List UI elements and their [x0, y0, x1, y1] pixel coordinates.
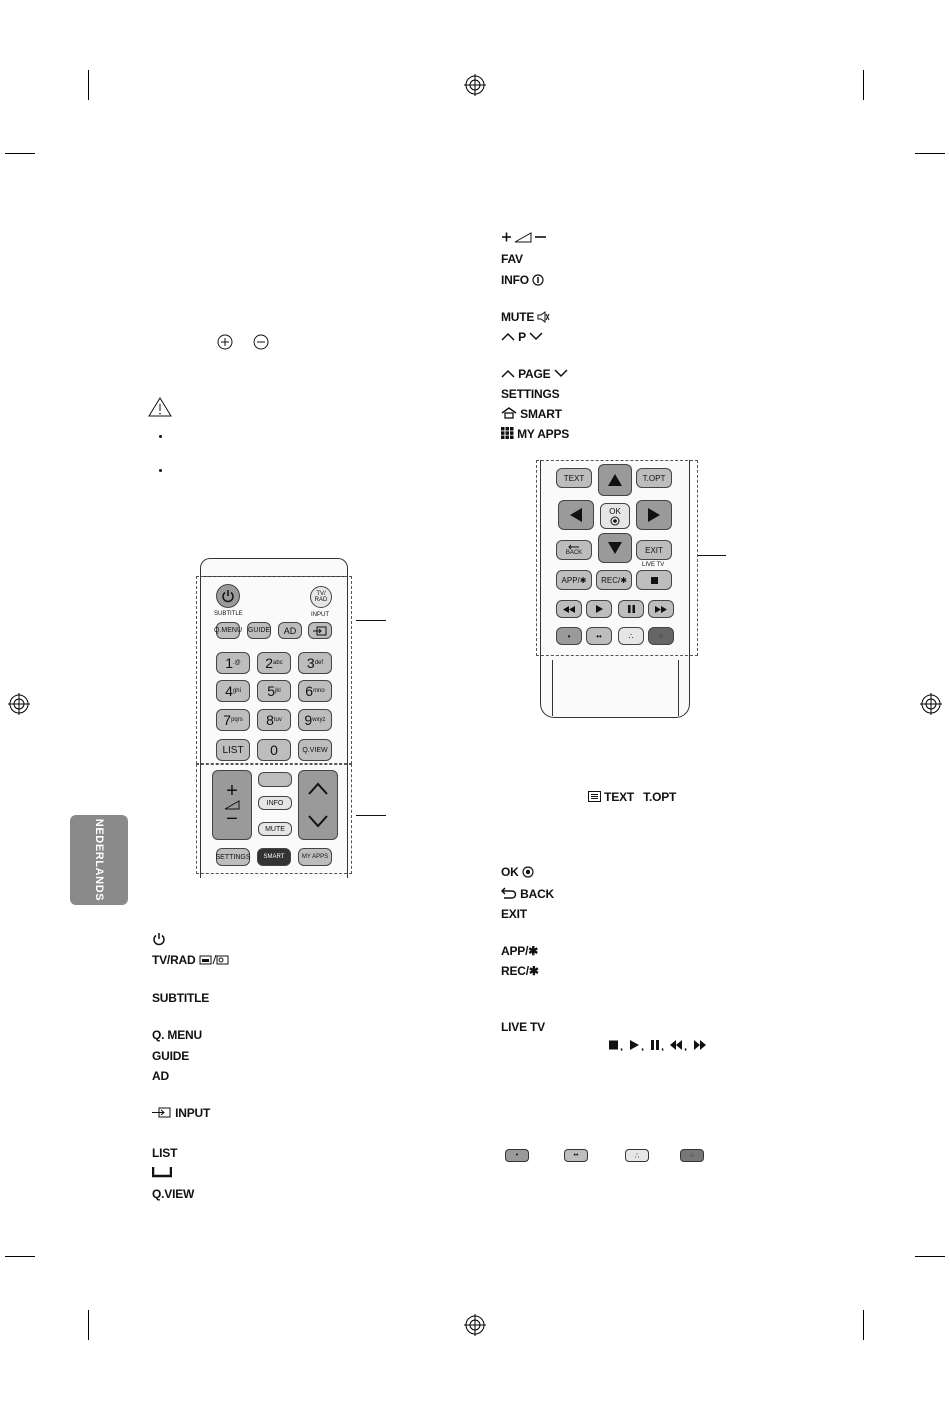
power-icon [221, 589, 235, 603]
crop-mark [88, 1310, 89, 1340]
crop-mark [88, 70, 89, 100]
my-apps-label: MY APPS [501, 427, 569, 441]
input-button[interactable] [308, 622, 332, 639]
guide-label: GUIDE [152, 1049, 190, 1063]
rewind-button[interactable] [556, 600, 582, 618]
subtitle-label: SUBTITLE [152, 991, 210, 1005]
language-tab-label: NEDERLANDS [93, 818, 105, 902]
back-label: BACK [501, 887, 554, 901]
registration-mark-icon [8, 693, 30, 715]
power-icon [152, 932, 166, 946]
play-button[interactable] [586, 600, 612, 618]
language-tab [70, 815, 128, 905]
volume-label [501, 231, 547, 246]
playback-controls-icon [608, 1039, 708, 1051]
smart-button[interactable]: SMART [257, 848, 291, 866]
registration-mark-icon [464, 1314, 486, 1336]
live-tv-caption: LIVE TV [642, 562, 665, 568]
fav-button[interactable] [258, 772, 292, 787]
input-label: INPUT [152, 1106, 210, 1120]
bullet [159, 435, 162, 438]
minus-circle-icon [253, 334, 269, 350]
red-button[interactable]: • [556, 627, 582, 645]
tv-radio-icon [199, 954, 229, 965]
smart-label: SMART [501, 407, 562, 421]
program-rocker[interactable] [298, 770, 338, 840]
ok-dot-icon [610, 516, 620, 526]
list-button[interactable]: LIST [216, 739, 250, 761]
settings-button[interactable]: SETTINGS [216, 848, 250, 866]
page-label: PAGE [501, 367, 568, 381]
fast-forward-button[interactable] [648, 600, 674, 618]
number-key[interactable]: 6 mno [298, 680, 332, 702]
teletext-icon [588, 791, 601, 802]
number-key[interactable]: 3 def [298, 652, 332, 674]
left-button[interactable] [558, 500, 594, 530]
chevron-up-icon [501, 369, 515, 378]
red-button-icon: • [505, 1149, 529, 1162]
number-key-zero[interactable]: 0 [257, 739, 291, 761]
minus-icon: − [226, 808, 238, 830]
program-label: P [501, 330, 543, 344]
chevron-down-icon [554, 369, 568, 378]
volume-rocker[interactable] [212, 770, 252, 840]
right-button[interactable] [636, 500, 672, 530]
apps-grid-icon [501, 427, 514, 439]
ok-label: OK [501, 865, 534, 879]
stop-button[interactable] [636, 570, 672, 590]
arrow-up-icon [607, 473, 623, 487]
number-key[interactable]: 7 pqrs [216, 709, 250, 731]
back-arrow-icon [501, 887, 517, 899]
input-icon [313, 626, 327, 636]
down-button[interactable] [598, 533, 632, 563]
text-topt-label: TEXT T.OPT [588, 790, 676, 804]
arrow-left-icon [569, 507, 583, 523]
svg-text:,: , [684, 1041, 687, 1051]
mute-button[interactable]: MUTE [258, 822, 292, 836]
playback-icons [608, 1039, 708, 1054]
chevron-down-icon [529, 332, 543, 341]
input-caption: INPUT [311, 612, 329, 618]
callout-line [698, 555, 726, 556]
app-label: APP/✱ [501, 944, 539, 958]
blue-button[interactable]: ⁘ [648, 627, 674, 645]
play-icon [596, 605, 603, 613]
yellow-button[interactable]: ∴ [618, 627, 644, 645]
crop-mark [863, 1310, 864, 1340]
registration-mark-icon [464, 74, 486, 96]
number-key[interactable]: 9 wxyz [298, 709, 332, 731]
number-key[interactable]: 1 .@ [216, 652, 250, 674]
home-icon [501, 407, 517, 419]
chevron-down-icon [307, 814, 329, 828]
asterisk-icon: ✱ [528, 944, 539, 958]
q-menu-button[interactable]: Q.MENU [216, 622, 240, 639]
yellow-button-icon: ∴ [625, 1149, 649, 1162]
exit-button[interactable]: EXIT [636, 540, 672, 560]
q-view-label: Q.VIEW [152, 1187, 195, 1201]
list-label: LIST [152, 1146, 178, 1160]
svg-text:,: , [661, 1041, 664, 1051]
ad-label: AD [152, 1069, 169, 1083]
chevron-up-icon [501, 332, 515, 341]
ad-button[interactable]: AD [278, 622, 302, 639]
green-button-icon: •• [564, 1149, 588, 1162]
pause-button[interactable] [618, 600, 644, 618]
mute-label: MUTE [501, 310, 550, 324]
registration-mark-icon [920, 693, 942, 715]
callout-line [356, 620, 386, 621]
ok-button[interactable]: OK [600, 503, 630, 529]
number-key[interactable]: 2 abc [257, 652, 291, 674]
subtitle-caption: SUBTITLE [214, 611, 243, 617]
bullet [159, 469, 162, 472]
power-button[interactable] [216, 584, 240, 608]
q-menu-label: Q. MENU [152, 1028, 202, 1042]
info-button[interactable]: INFO [258, 796, 292, 810]
q-view-button[interactable]: Q.VIEW [298, 739, 332, 761]
t-opt-button[interactable]: T.OPT [636, 468, 672, 488]
back-button[interactable]: BACK [556, 540, 592, 560]
live-tv-label: LIVE TV [501, 1020, 545, 1034]
space-icon [152, 1166, 172, 1178]
app-button[interactable]: APP/✱ [556, 570, 592, 590]
svg-text:,: , [620, 1041, 623, 1051]
exit-label: EXIT [501, 907, 527, 921]
stop-icon [651, 577, 658, 584]
tv-rad-label: TV/RAD [152, 953, 229, 967]
rewind-icon [563, 606, 575, 613]
plus-icon: + [226, 780, 238, 802]
arrow-right-icon [647, 507, 661, 523]
plus-circle-icon [217, 334, 233, 350]
warning-icon [147, 396, 173, 418]
info-label: INFO [501, 273, 544, 287]
number-key[interactable]: 8 tuv [257, 709, 291, 731]
guide-button[interactable]: GUIDE [247, 622, 271, 639]
crop-mark [915, 1256, 945, 1257]
svg-text:,: , [641, 1041, 644, 1051]
volume-plus-minus-icon [501, 231, 547, 243]
input-icon [152, 1107, 172, 1118]
crop-mark [915, 153, 945, 154]
remote-illustration-top [196, 558, 352, 876]
fast-forward-icon [655, 606, 667, 613]
pause-icon [628, 605, 635, 613]
green-button[interactable]: •• [586, 627, 612, 645]
blue-button-icon: ⁘ [680, 1149, 704, 1162]
crop-mark [863, 70, 864, 100]
tv-rad-button[interactable]: TV/ RAD [310, 586, 332, 608]
asterisk-icon: ✱ [528, 964, 539, 978]
up-button[interactable] [598, 464, 632, 496]
mute-icon [537, 311, 550, 323]
crop-mark [5, 153, 35, 154]
rec-button[interactable]: REC/✱ [596, 570, 632, 590]
chevron-up-icon [307, 782, 329, 796]
callout-line [356, 815, 386, 816]
crop-mark [5, 1256, 35, 1257]
fav-label: FAV [501, 252, 523, 266]
number-key[interactable]: 4 ghi [216, 680, 250, 702]
my-apps-button[interactable]: MY APPS [298, 848, 332, 866]
settings-label: SETTINGS [501, 387, 560, 401]
info-icon [532, 274, 544, 286]
rec-label: REC/✱ [501, 964, 539, 978]
text-button[interactable]: TEXT [556, 468, 592, 488]
ok-dot-icon [522, 866, 534, 878]
number-key[interactable]: 5 jkl [257, 680, 291, 702]
remote-illustration-bottom [536, 460, 698, 725]
arrow-down-icon [607, 541, 623, 555]
